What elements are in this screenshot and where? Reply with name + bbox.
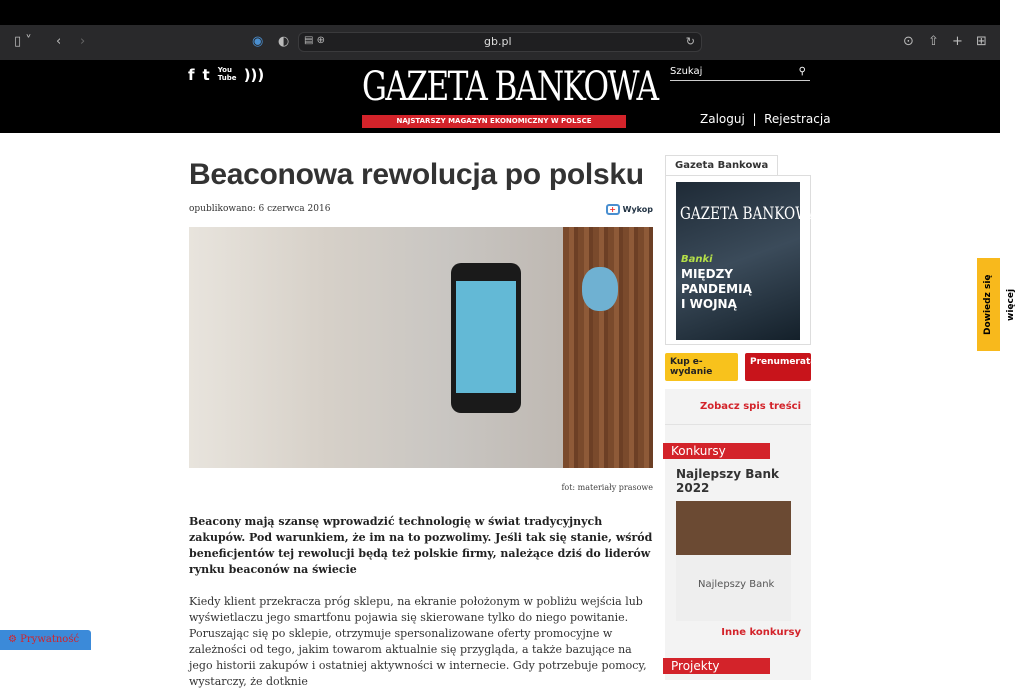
site-header	[0, 60, 1000, 133]
youtube-icon[interactable]: You Tube	[217, 66, 237, 82]
gear-icon: ⚙	[8, 634, 21, 645]
tabs-overview-icon[interactable]: ⊞	[976, 34, 987, 49]
shield-icon[interactable]: ◐	[278, 34, 290, 49]
browser-toolbar	[0, 25, 1000, 60]
buy-edition-button[interactable]: Kup e-wydanie	[665, 353, 738, 381]
learn-more-tab[interactable]: Dowiedz się więcej	[977, 258, 1000, 351]
search-input[interactable]	[670, 66, 810, 81]
contest-title[interactable]: Najlepszy Bank 2022	[676, 467, 779, 495]
article-lead: Beacony mają szansę wprowadzić technologię w świat tradycyjnych zakupów. Pod warunkiem, że im na to pozwolimy. Jeśli tak się stanie, wśród beneficjentów tej rewolucji będą też polskie firmy, należące dziś do liderów rynku beaconów na świecie	[189, 515, 653, 576]
article-body: Kiedy klient przekracza próg sklepu, na ekranie położonym w pobliżu wejścia lub wyświetlaczu jego smartfonu pojawia się skierowane tylko do niego powitanie. Poruszając się po sklepie, otrzymuje spersonalizowane oferty promocyjne w zależności od tego, jakim towarom aktualnie się przygląda, a także bazujące na jego historii zakupów i ostatniej aktywności w internecie. Gdy potrzebuje pomocy, wystarczy, że dotknie	[189, 595, 647, 688]
wykop-button[interactable]	[606, 204, 653, 215]
more-contests-link[interactable]: Inne konkursy	[721, 627, 801, 638]
wykop-icon: +	[606, 204, 620, 215]
article-title: Beaconowa rewolucja po polsku	[189, 158, 644, 191]
article-image	[189, 227, 653, 468]
url-text: gb.pl	[484, 35, 512, 48]
login-link[interactable]: Zaloguj	[700, 112, 745, 126]
site-logo[interactable]: GAZETA BANKOWA	[362, 64, 658, 110]
new-tab-icon[interactable]: +	[952, 34, 963, 49]
forward-icon[interactable]: ›	[80, 34, 86, 49]
sidebar-toggle-icon[interactable]: ▯ ˅	[14, 34, 32, 49]
sidebar	[665, 153, 819, 680]
facebook-icon[interactable]: f	[188, 66, 195, 84]
reload-icon[interactable]: ↻	[685, 35, 695, 48]
search-placeholder: Szukaj	[670, 66, 703, 77]
rss-icon[interactable]: )))	[243, 66, 265, 84]
subscribe-button[interactable]: Prenumerata	[745, 353, 811, 381]
toc-link[interactable]: Zobacz spis treści	[665, 389, 811, 425]
tab-gazeta-bankowa[interactable]: Gazeta Bankowa	[665, 155, 778, 175]
top-bar	[0, 0, 1000, 25]
article	[189, 133, 653, 690]
search-icon[interactable]: ⚲	[798, 66, 806, 77]
cover-headline: MIĘDZY PANDEMIĄ I WOJNĄ	[681, 267, 752, 311]
cover-kicker: Banki	[681, 254, 713, 265]
wykop-label: Wykop	[622, 205, 653, 214]
reader-icon[interactable]: ▤ ⊕	[304, 35, 326, 46]
auth-links: Zaloguj | Rejestracja	[700, 112, 831, 126]
share-icon[interactable]: ⇧	[928, 34, 939, 49]
privacy-label: Prywatność	[20, 634, 80, 645]
projects-heading: Projekty	[663, 658, 770, 674]
image-caption: fot: materiały prasowe	[561, 483, 653, 492]
twitter-icon[interactable]: t	[202, 66, 210, 84]
publish-date: opublikowano: 6 czerwca 2016	[189, 204, 331, 214]
wood-panel	[563, 227, 653, 468]
back-icon[interactable]: ‹	[56, 34, 62, 49]
tagline: NAJSTARSZY MAGAZYN EKONOMICZNY W POLSCE	[362, 115, 626, 128]
contests-heading: Konkursy	[663, 443, 770, 459]
address-bar[interactable]	[298, 32, 702, 52]
extension-icon[interactable]: ◉	[252, 34, 264, 49]
register-link[interactable]: Rejestracja	[764, 112, 831, 126]
beacon-device	[582, 267, 618, 311]
phone-illustration	[451, 263, 521, 413]
magazine-cover[interactable]	[676, 182, 819, 340]
magazine-cover-box	[665, 175, 819, 345]
download-icon[interactable]: ⊙	[903, 34, 914, 49]
cover-title: GAZETA BANKOWA	[680, 204, 819, 224]
sidebar-panel	[665, 389, 811, 680]
social-links	[188, 66, 264, 84]
contest-image-text: Najlepszy Bank	[698, 579, 775, 590]
contest-image[interactable]	[676, 501, 791, 621]
privacy-button[interactable]	[0, 630, 91, 650]
